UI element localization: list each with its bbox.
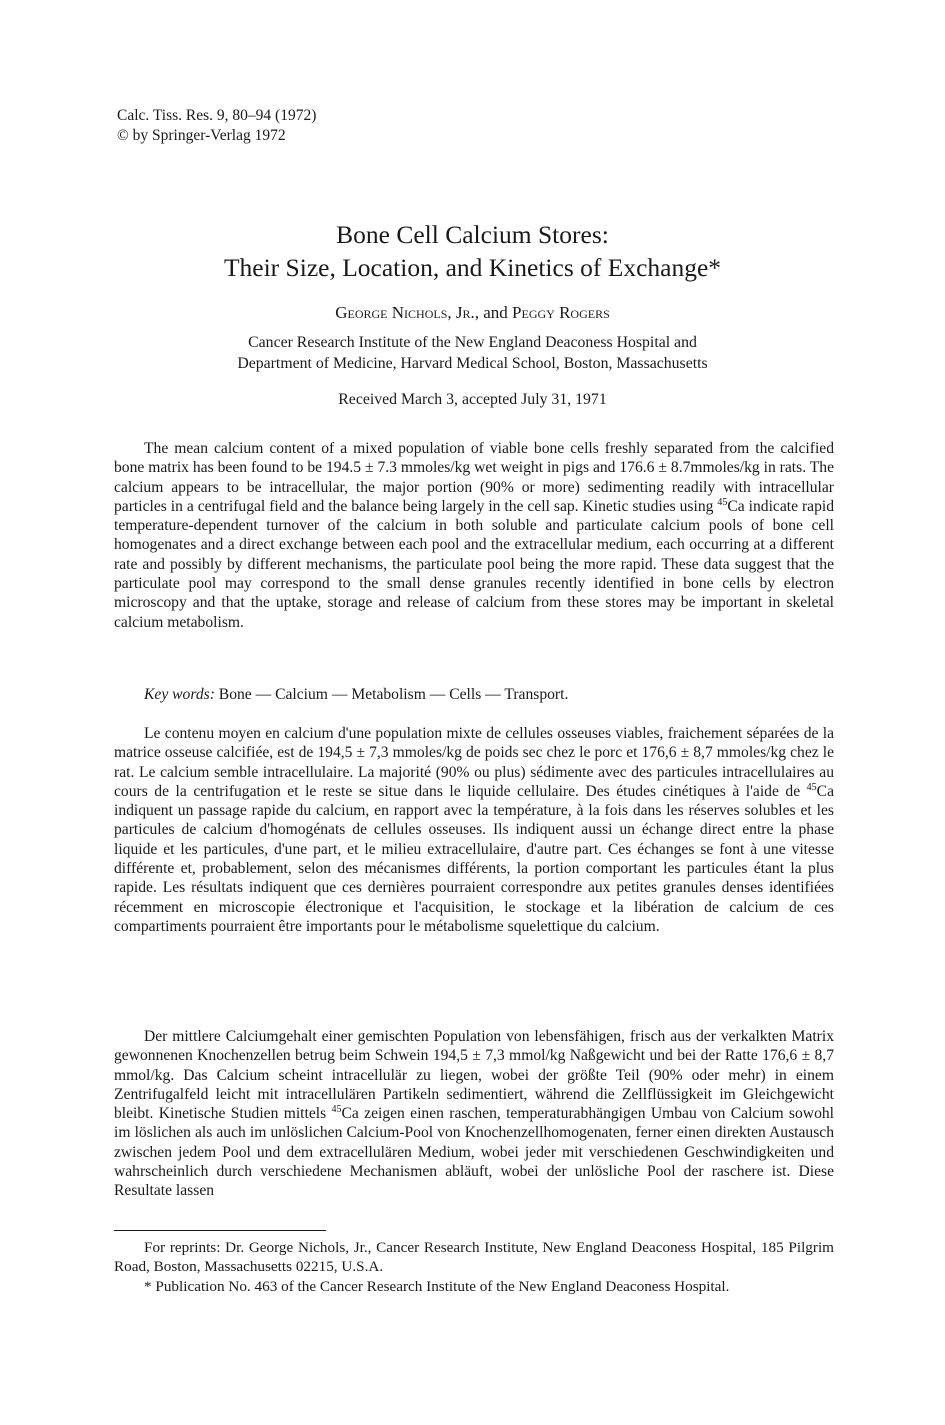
author-connector: , and xyxy=(474,303,513,322)
isotope-superscript: 45 xyxy=(717,496,728,508)
author-line xyxy=(0,302,945,324)
isotope-superscript: 45 xyxy=(331,1104,342,1115)
article-title xyxy=(0,218,945,284)
author-rogers: Peggy Rogers xyxy=(512,303,610,322)
isotope-superscript: 45 xyxy=(806,781,817,793)
abstract-german xyxy=(114,1027,834,1201)
affiliation-line-2: Department of Medicine, Harvard Medical School, Boston, Massachusetts xyxy=(237,355,708,372)
keywords-label: Key words: xyxy=(144,686,215,703)
abstract-en-text-2: Ca indicate rapid temperature-dependent turnover of the calcium in both soluble and particulate calcium pools of bone cell homogenates and a direct exchange between each pool and the extracellular medium, each occurring at a different rate and possibly by different mechanisms, the particulate pool being the more rapid. These data suggest that the particulate pool may correspond to the small dense granules recently identified in bone cells by electron microscopy and that the uptake, storage and release of calcium from these stores may be important in skeletal calcium metabolism. xyxy=(114,497,835,631)
received-date: Received March 3, accepted July 31, 1971 xyxy=(338,391,607,408)
keywords xyxy=(114,685,834,704)
title-line-2: Their Size, Location, and Kinetics of Exchange* xyxy=(223,253,722,282)
copyright-line: © by Springer-Verlag 1972 xyxy=(117,127,286,144)
abstract-english xyxy=(114,439,834,632)
affiliation-line-1: Cancer Research Institute of the New England Deaconess Hospital and xyxy=(248,334,697,351)
journal-citation: Calc. Tiss. Res. 9, 80–94 (1972) xyxy=(117,107,317,124)
author-nichols: George Nichols, Jr. xyxy=(335,303,475,322)
abstract-french xyxy=(114,724,834,936)
abstract-fr-text-2: Ca indiquent un passage rapide du calcium, en rapport avec la température, à la fois dans les réserves solubles et les particules de calcium d'homogénats de cellules osseuses. Ils indiquent aussi un échange direct entre la phase liquide et les particules, d'une part, et le milieu extracellulaire, d'autre part. Ces échanges se font à une vitesse différente et, probablement, selon des mécanismes différents, la portion comportant les particules étant la plus rapide. Les résultats indiquent que ces dernières pourraient correspondre aux petites granules denses identifiées récemment en microscopie électronique et l'acquisition, le stockage et la libération de calcium de ces compartiments pourraient être importants pour le métabolisme squelettique du calcium. xyxy=(114,782,834,935)
footnote-reprints: For reprints: Dr. George Nichols, Jr., Cancer Research Institute, New England Deaconess Hospital, 185 Pilgrim Road, Boston, Massachusetts 02215, U.S.A. xyxy=(114,1239,834,1275)
title-line-1: Bone Cell Calcium Stores: xyxy=(336,220,609,249)
abstract-en-text-1: The mean calcium content of a mixed population of viable bone cells freshly separated from the calcified bone matrix has been found to be 194.5 ± 7.3 mmoles/kg wet weight in pigs and 176.6 ± 8.7mmoles/kg in rats. The calcium appears to be intracellular, the major portion (90% or more) sedimenting readily with intracellular particles in a centrifugal field and the balance being largely in the cell sap. Kinetic studies using xyxy=(114,440,834,515)
keywords-terms: Bone — Calcium — Metabolism — Cells — Transport. xyxy=(218,686,569,703)
journal-header xyxy=(117,106,316,146)
affiliation xyxy=(0,332,945,374)
abstract-fr-text-1: Le contenu moyen en calcium d'une population mixte de cellules osseuses viables, fraichement séparées de la matrice osseuse calcifiée, est de 194,5 ± 7,3 mmoles/kg de poids sec chez le porc et 176,6 ± 8,7 mmoles/kg chez le rat. Le calcium semble intracellulaire. La majorité (90% ou plus) sédimente avec des particules intracellulaires au cours de la centrifugation et le reste se situe dans le liquide cellulaire. Des études cinétiques à l'aide de xyxy=(114,725,834,800)
footnote-divider xyxy=(114,1230,326,1231)
abstract-de-text-1: Der mittlere Calciumgehalt einer gemischten Population von lebensfähigen, frisch aus der verkalkten Matrix gewonnenen Knochenzellen betrug beim Schwein 194,5 ± 7,3 mmol/kg Naßgewicht und bei der Ratte 176,6 ± 8,7 mmol/kg. Das Calcium scheint intracellulär zu liegen, wobei der größte Teil (90% oder mehr) in einem Zentrifugalfeld leicht mit intracellulären Partikeln sedimentiert, während die Zellflüssigkeit im Gleichgewicht bleibt. Kinetische Studien mittels xyxy=(114,1028,834,1123)
footnote-publication: * Publication No. 463 of the Cancer Research Institute of the New England Deaconess Hospital. xyxy=(144,1278,730,1295)
abstract-de-text-2: Ca zeigen einen raschen, temperaturabhängigen Umbau von Calcium sowohl im löslichen als auch im unlöslichen Calcium-Pool von Knochenzellhomogenaten, ferner einen direkten Austausch zwischen jedem Pool und dem extracellulären Medium, wobei jeder mit verschiedenen Geschwindigkeiten und wahrscheinlich durch verschiedene Mechanismen abläuft, wobei der unlösliche Pool der raschere ist. Diese Resultate lassen xyxy=(114,1105,834,1200)
